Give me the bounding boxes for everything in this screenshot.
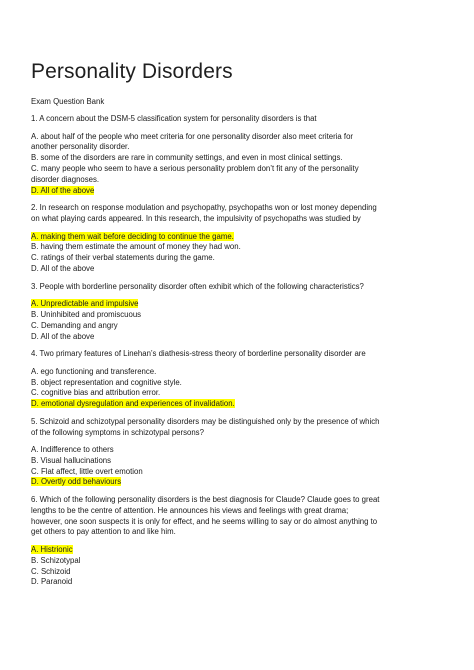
answer-options	[31, 299, 456, 342]
question-text	[31, 203, 456, 225]
answer-option-text: A. making them wait before deciding to continue the game.	[31, 231, 234, 241]
document-subtitle: Exam Question Bank	[31, 97, 105, 106]
answer-option-text: C. Schizoid	[31, 566, 71, 576]
question-text-line: get others to pay attention to and like him.	[31, 527, 176, 537]
answer-option	[31, 577, 456, 588]
question-block	[31, 417, 456, 489]
question-text-line: of the following symptoms in schizotypal persons?	[31, 427, 204, 437]
answer-option	[31, 367, 456, 378]
question-block	[31, 282, 456, 343]
question-text	[31, 417, 456, 439]
answer-option-text: disorder diagnoses.	[31, 174, 100, 184]
answer-option-text: A. Unpredictable and impulsive	[31, 299, 139, 309]
question-text	[31, 282, 456, 293]
question-text-line: 2. In research on response modulation and psychopathy, psychopaths won or lost money depending	[31, 203, 377, 213]
answer-option	[31, 164, 456, 186]
question-text-line: on what playing cards appeared. In this research, the impulsivity of psychopaths was studied by	[31, 213, 361, 223]
question-block	[31, 203, 456, 275]
answer-option-text: B. Visual hallucinations	[31, 455, 112, 465]
answer-option-text: A. ego functioning and transference.	[31, 366, 157, 376]
answer-option	[31, 445, 456, 456]
question-text	[31, 495, 456, 538]
question-text-line: 6. Which of the following personality disorders is the best diagnosis for Claude? Claude goes to great	[31, 495, 380, 505]
answer-option-text: D. All of the above	[31, 331, 95, 341]
question-block	[31, 349, 456, 410]
answer-option-text: C. cognitive bias and attribution error.	[31, 388, 161, 398]
question-list	[31, 114, 456, 595]
answer-option-text: D. All of the above	[31, 263, 95, 273]
answer-option-correct	[31, 477, 456, 488]
answer-option-text: B. object representation and cognitive style.	[31, 377, 182, 387]
answer-option-correct	[31, 232, 456, 243]
question-text-line: 5. Schizoid and schizotypal personality disorders may be distinguished only by the presence of which	[31, 416, 380, 426]
question-text	[31, 349, 456, 360]
answer-option	[31, 253, 456, 264]
answer-option-text: B. Schizotypal	[31, 555, 81, 565]
question-text-line: 4. Two primary features of Linehan’s diathesis-stress theory of borderline personality disorder are	[31, 349, 366, 359]
answer-option	[31, 378, 456, 389]
answer-option	[31, 567, 456, 578]
question-text-line: however, one soon suspects it is only for effect, and he seems willing to say or do almost anything to	[31, 516, 378, 526]
answer-option	[31, 264, 456, 275]
answer-option-text: A. Indifference to others	[31, 445, 114, 455]
answer-option-text: C. Flat affect, little overt emotion	[31, 466, 143, 476]
answer-options	[31, 132, 456, 197]
answer-option-text: B. some of the disorders are rare in community settings, and even in most clinical settings.	[31, 153, 343, 163]
answer-option-text: A. about half of the people who meet criteria for one personality disorder also meet criteria for	[31, 131, 354, 141]
answer-option	[31, 556, 456, 567]
answer-option-text: C. ratings of their verbal statements during the game.	[31, 253, 215, 263]
answer-option	[31, 242, 456, 253]
answer-option	[31, 467, 456, 478]
answer-option-text: D. Paranoid	[31, 577, 73, 587]
question-block	[31, 114, 456, 196]
question-block	[31, 495, 456, 588]
answer-option-correct	[31, 545, 456, 556]
answer-option-correct	[31, 186, 456, 197]
answer-option-text: C. Demanding and angry	[31, 320, 118, 330]
answer-option	[31, 321, 456, 332]
answer-options	[31, 445, 456, 488]
document-title: Personality Disorders	[31, 60, 233, 83]
answer-option-text: C. many people who seem to have a serious personality problem don’t fit any of the personality	[31, 163, 359, 173]
answer-option	[31, 388, 456, 399]
answer-option-text: B. having them estimate the amount of money they had won.	[31, 242, 241, 252]
answer-options	[31, 367, 456, 410]
question-text-line: lengths to be the centre of attention. He announces his views and feelings with great drama;	[31, 505, 349, 515]
answer-option	[31, 153, 456, 164]
answer-option-text: D. emotional dysregulation and experiences of invalidation.	[31, 399, 235, 409]
answer-option-text: D. All of the above	[31, 185, 95, 195]
answer-option	[31, 310, 456, 321]
answer-options	[31, 232, 456, 275]
question-text-line: 1. A concern about the DSM-5 classification system for personality disorders is that	[31, 114, 317, 123]
answer-option-text: B. Uninhibited and promiscuous	[31, 309, 142, 319]
answer-option-text: D. Overtly odd behaviours	[31, 477, 122, 487]
answer-option	[31, 332, 456, 343]
answer-options	[31, 545, 456, 588]
answer-option	[31, 456, 456, 467]
answer-option-correct	[31, 399, 456, 410]
answer-option-text: A. Histrionic	[31, 545, 73, 555]
question-text-line: 3. People with borderline personality disorder often exhibit which of the following characteristics?	[31, 281, 364, 291]
question-text	[31, 114, 456, 125]
answer-option	[31, 132, 456, 154]
answer-option-correct	[31, 299, 456, 310]
answer-option-text: another personality disorder.	[31, 142, 130, 152]
